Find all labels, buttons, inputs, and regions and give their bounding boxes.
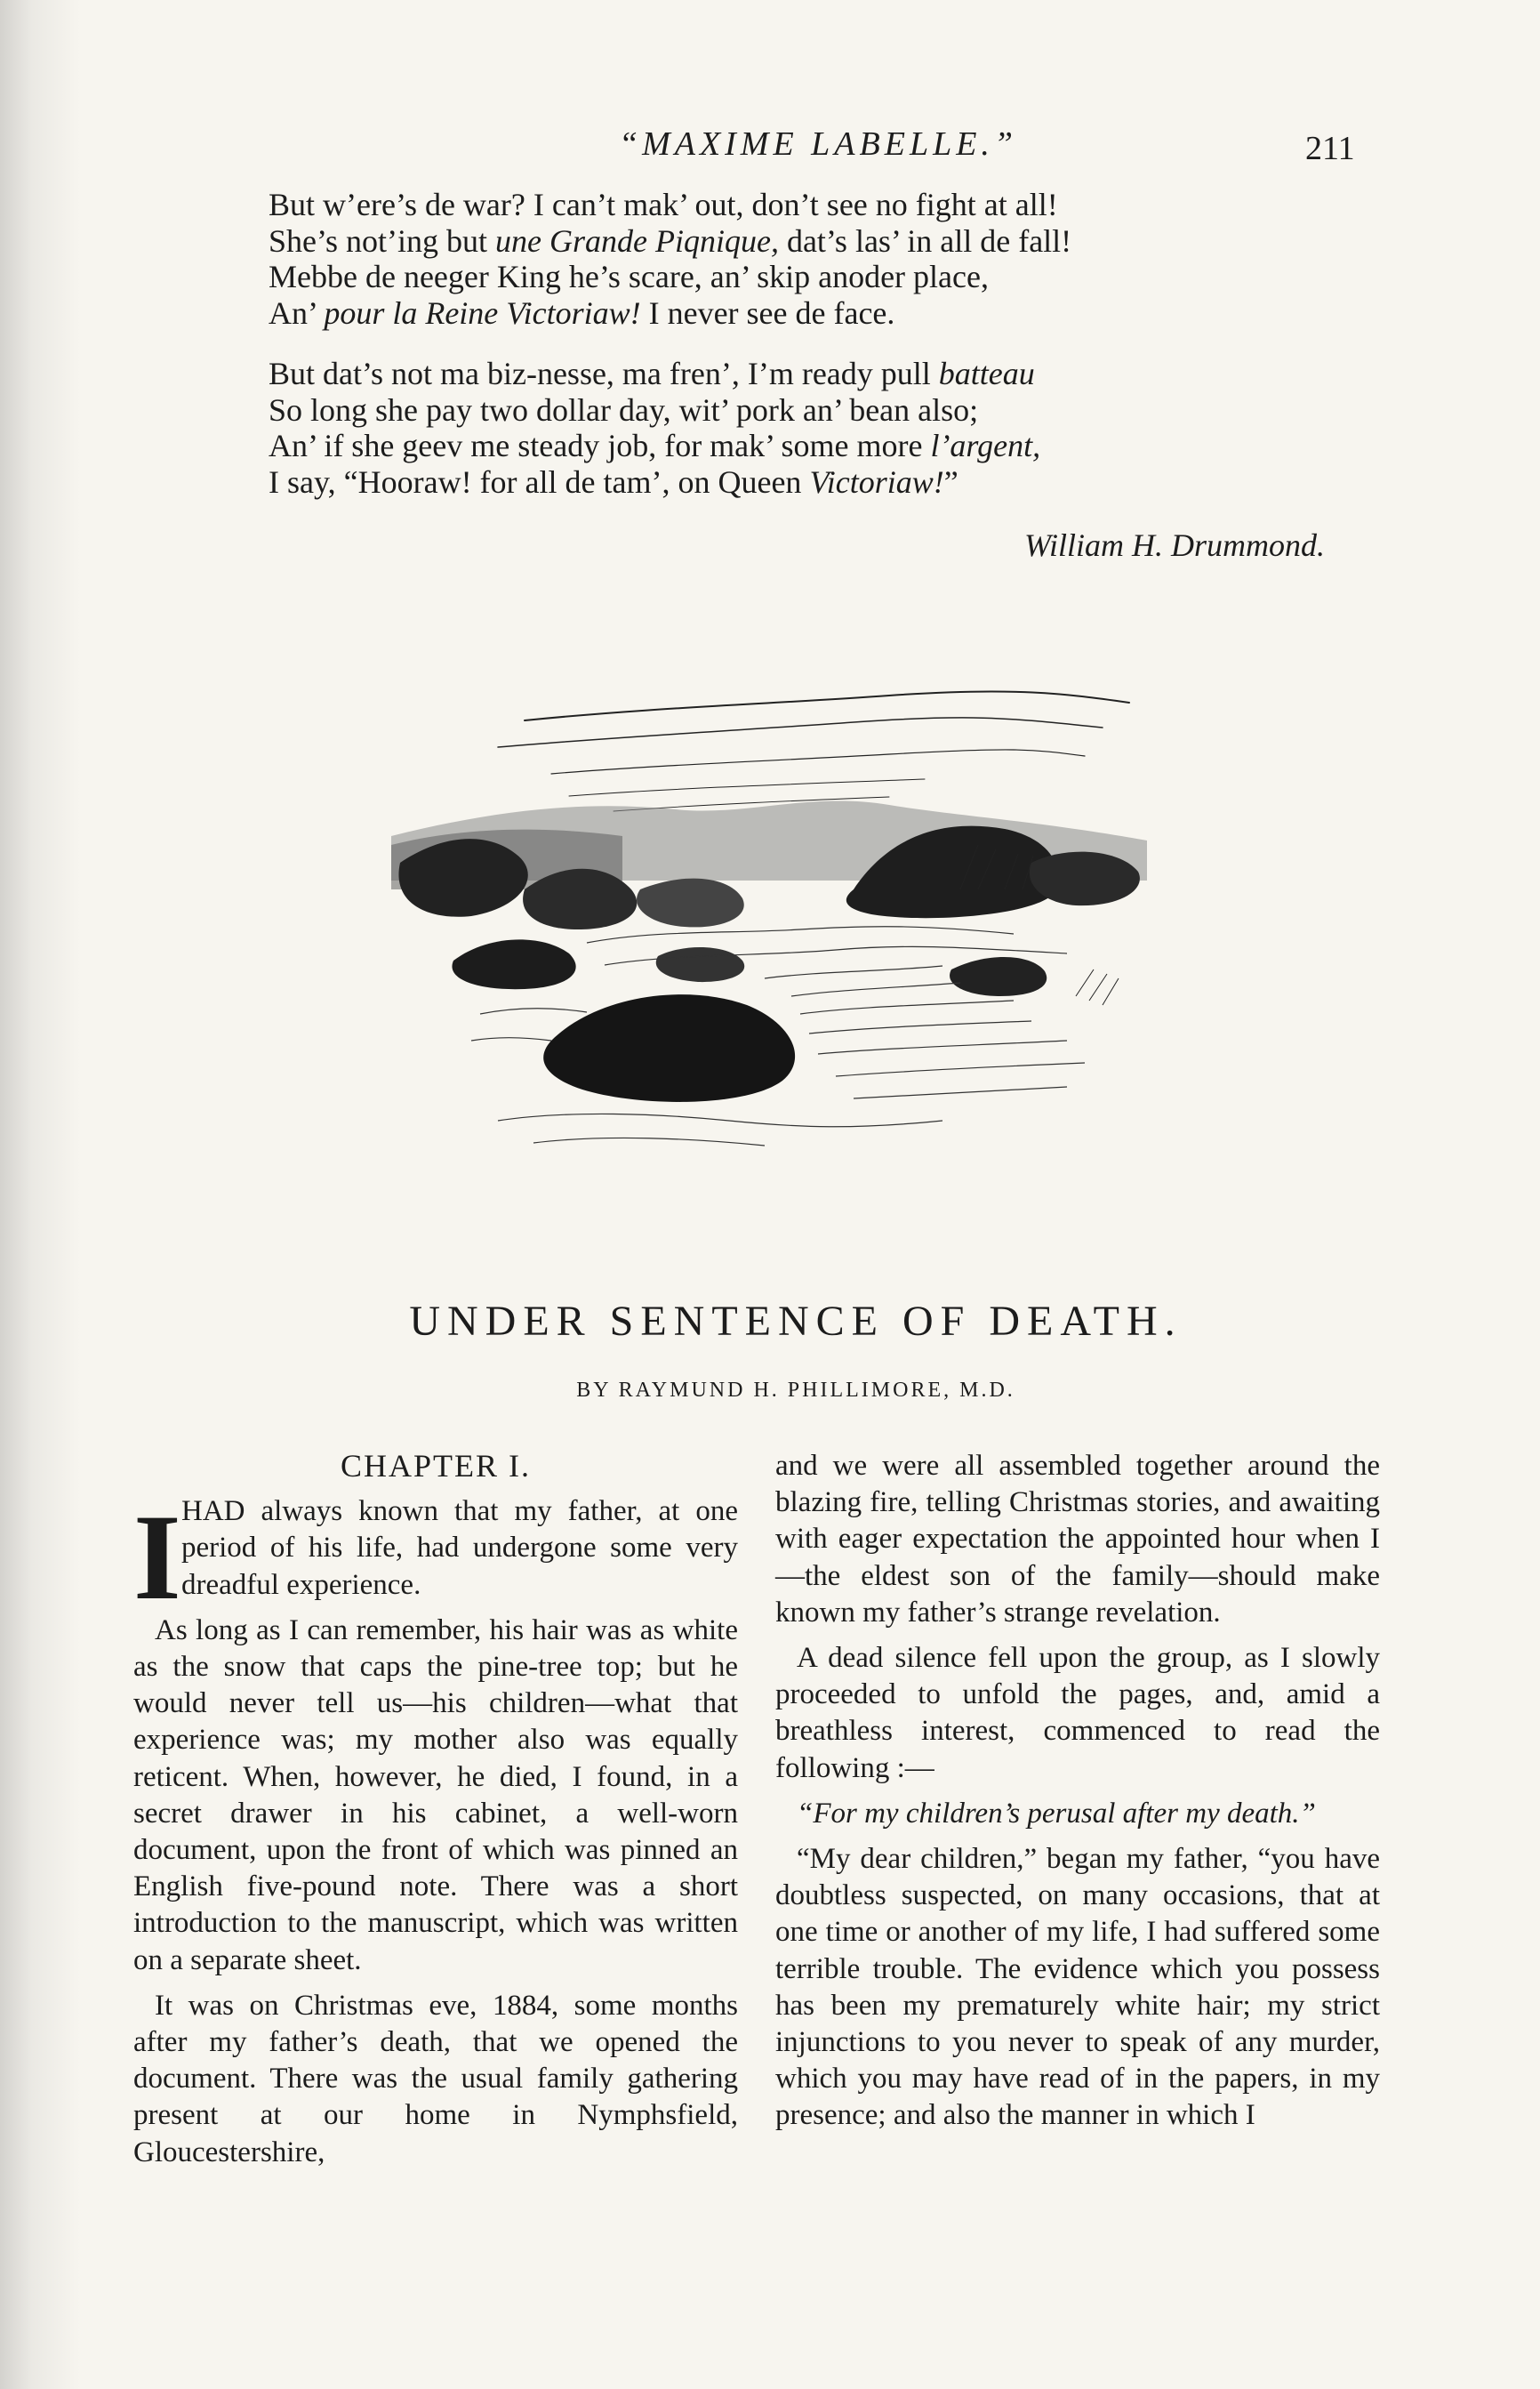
article-title: UNDER SENTENCE OF DEATH.: [409, 1298, 1183, 1345]
drop-cap: I: [133, 1489, 181, 1626]
scan-edge-shadow: [0, 0, 80, 2389]
poem-author-signature: William H. Drummond.: [1023, 527, 1325, 563]
body-paragraph: and we were all assembled together around the blazing fire, telling Christmas stories, and awaiting with eager expectation the appointed hour when I—the eldest son of the family—should make known my father’s strange revelation.: [775, 1450, 1380, 1629]
body-paragraph: “For my children’s perusal after my death.”: [797, 1797, 1316, 1830]
article-byline: BY RAYMUND H. PHILLIMORE, M.D.: [576, 1379, 1015, 1402]
poem-line: But dat’s not ma biz-nesse, ma fren’, I’m ready pull batteau: [269, 356, 1035, 391]
poem-line: I say, “Hooraw! for all de tam’, on Queen Victoriaw!”: [269, 463, 958, 500]
poem-line: So long she pay two dollar day, wit’ pork an’ bean also;: [269, 391, 979, 428]
poem-line: She’s not’ing but une Grande Piqnique, dat’s las’ in all de fall!: [269, 222, 1072, 259]
river-rapids-illustration: [391, 623, 1147, 1174]
body-paragraph: “My dear children,” began my father, “you have doubtless suspected, on many occasions, that at one time or another of my life, I had suffered some terrible trouble. The evidence which you possess has been my prematurely white hair; my strict injunctions to you never to speak of any murder, which you may have read of in the papers, in my presence; and also the manner in which I: [775, 1843, 1380, 2132]
running-head: “MAXIME LABELLE.”: [618, 125, 1018, 163]
poem-line: Mebbe de neeger King he’s scare, an’ skip anoder place,: [269, 259, 989, 294]
body-paragraph: A dead silence fell upon the group, as I slowly proceeded to unfold the pages, and, amid a breathless interest, commenced to read the following :—: [775, 1642, 1380, 1784]
body-paragraph: As long as I can remember, his hair was as white as the snow that caps the pine-tree top; but he would never tell us—his children—what that experience was; my mother also was equally reticent. When, however, he died, I found, in a secret drawer in his cabinet, a well-worn document, upon the front of which was pinned an English five-pound note. There was a short introduction to the manuscript, which was written on a separate sheet.: [133, 1613, 738, 1976]
opening-paragraph: I HAD always known that my father, at one period of his life, had undergone some very dreadful experience.: [133, 1489, 738, 1626]
text-column-right: [775, 1448, 1380, 2144]
poem: [269, 187, 1335, 525]
poem-stanza: [269, 356, 1335, 500]
text-column-left: [133, 1448, 738, 2180]
poem-line: An’ pour la Reine Victoriaw! I never see de face.: [269, 294, 895, 331]
poem-line: But w’ere’s de war? I can’t mak’ out, don’t see no fight at all!: [269, 187, 1058, 222]
chapter-heading: CHAPTER I.: [340, 1448, 531, 1484]
body-paragraph: It was on Christmas eve, 1884, some months after my father’s death, that we opened the document. There was the usual family gathering present at our home in Nymphsfield, Gloucestershire,: [133, 1989, 738, 2168]
poem-stanza: [269, 187, 1335, 331]
page-number: 211: [1305, 130, 1355, 167]
poem-line: An’ if she geev me steady job, for mak’ some more l’argent,: [269, 428, 1041, 463]
